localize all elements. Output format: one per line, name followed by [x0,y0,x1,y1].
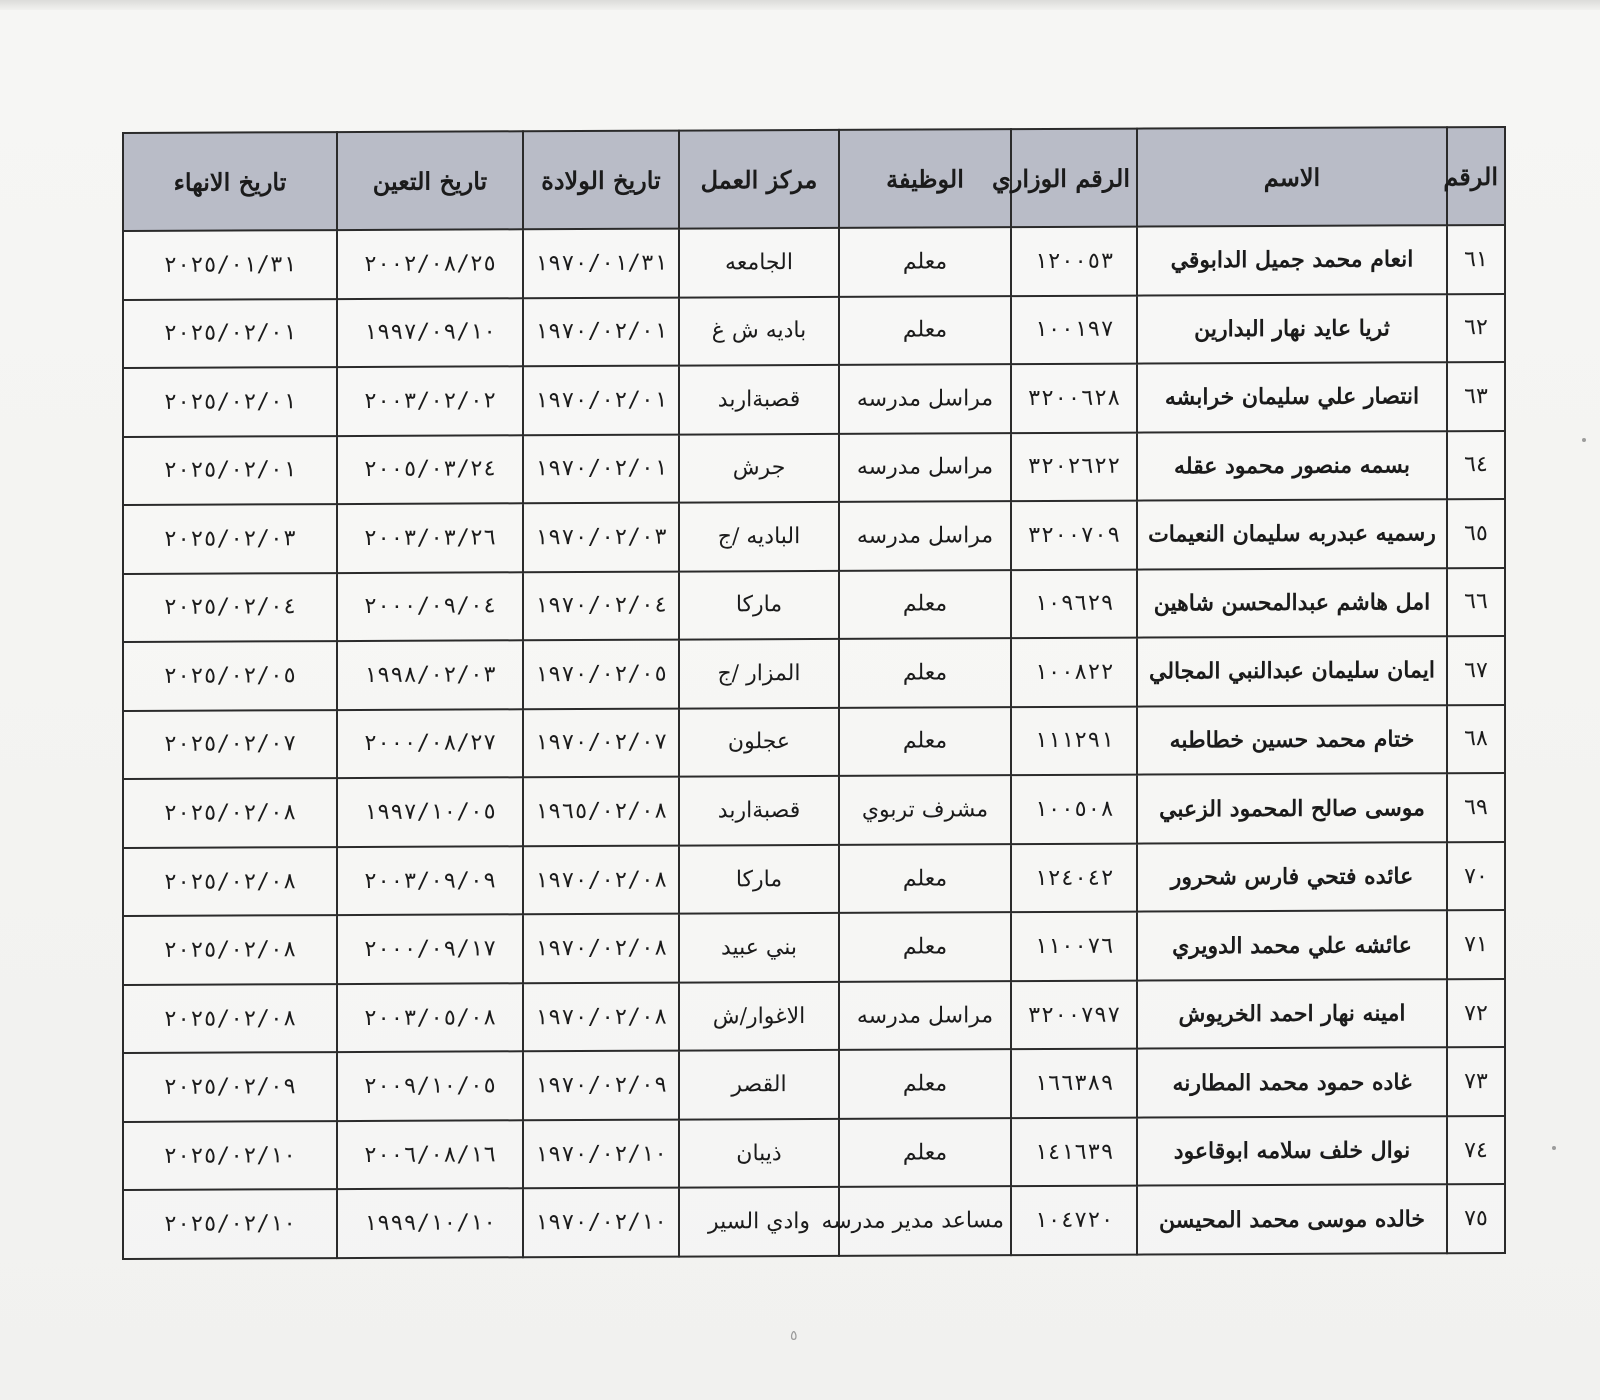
row-end-date: ٢٠٢٥/٠٢/٠١ [123,436,337,505]
table-row [123,910,1505,985]
row-name: نوال خلف سلامه ابوقاعود [1137,1116,1447,1186]
row-appointment-date: ١٩٩٨/٠٢/٠٣ [337,640,523,709]
row-appointment-date: ٢٠٠٦/٠٨/١٦ [337,1120,523,1189]
table-row [123,979,1505,1054]
row-work-center: قصبةاربد [679,365,839,434]
table-row [123,362,1505,437]
table-row [123,773,1505,848]
row-num: ٧٣ [1447,1047,1505,1116]
row-work-center: جرش [679,433,839,502]
row-ministry-id: ١٠٠٥٠٨ [1011,775,1137,844]
row-work-center: باديه ش غ [679,296,839,365]
row-end-date: ٢٠٢٥/٠٢/١٠ [123,1189,337,1258]
row-end-date: ٢٠٢٥/٠٢/٠٨ [123,915,337,984]
row-work-center: الجامعه [679,228,839,297]
row-birth-date: ١٩٧٠/٠٢/٠٩ [523,1051,679,1120]
table-row [123,225,1505,300]
table-row [123,431,1505,506]
header-job: الوظيفة [839,129,1011,228]
row-birth-date: ١٩٧٠/٠٢/٠٣ [523,503,679,572]
row-end-date: ٢٠٢٥/٠٢/٠٨ [123,847,337,916]
row-appointment-date: ٢٠٠٠/٠٨/٢٧ [337,709,523,778]
table-row [123,499,1505,574]
row-birth-date: ١٩٧٠/٠٢/٠١ [523,434,679,503]
row-work-center: ماركا [679,571,839,640]
table-row [123,705,1505,780]
row-appointment-date: ١٩٩٩/١٠/١٠ [337,1189,523,1258]
row-work-center: الاغوار/ش [679,982,839,1051]
row-birth-date: ١٩٧٠/٠٢/٠٨ [523,845,679,914]
row-ministry-id: ١٠٩٦٢٩ [1011,569,1137,638]
row-end-date: ٢٠٢٥/٠٢/٠٣ [123,504,337,573]
row-end-date: ٢٠٢٥/٠١/٣١ [123,230,337,299]
row-work-center: عجلون [679,708,839,777]
row-job: معلم [839,296,1011,365]
row-name: رسميه عبدربه سليمان النعيمات [1137,499,1447,569]
row-num: ٧٠ [1447,842,1505,911]
row-end-date: ٢٠٢٥/٠٢/١٠ [123,1121,337,1190]
row-end-date: ٢٠٢٥/٠٢/٠٥ [123,641,337,710]
row-ministry-id: ١٢٤٠٤٢ [1011,843,1137,912]
row-num: ٦٨ [1447,705,1505,774]
row-job: معلم [839,1049,1011,1118]
row-appointment-date: ٢٠٠٠/٠٩/١٧ [337,915,523,984]
row-name: موسى صالح المحمود الزعبي [1137,773,1447,843]
row-birth-date: ١٩٧٠/٠٢/٠٨ [523,914,679,983]
row-num: ٧٤ [1447,1116,1505,1185]
header-appointment-date: تاريخ التعين [337,131,523,230]
row-ministry-id: ١٠٠١٩٧ [1011,295,1137,364]
row-birth-date: ١٩٧٠/٠٢/٠٨ [523,982,679,1051]
header-num: الرقم [1447,127,1505,225]
row-end-date: ٢٠٢٥/٠٢/٠٨ [123,778,337,847]
row-num: ٧١ [1447,910,1505,979]
row-name: امينه نهار احمد الخريوش [1137,979,1447,1049]
row-end-date: ٢٠٢٥/٠٢/٠٧ [123,710,337,779]
row-job: مشرف تربوي [839,775,1011,844]
row-work-center: المزار /ج [679,639,839,708]
row-ministry-id: ١١١٢٩١ [1011,706,1137,775]
row-num: ٦٥ [1447,499,1505,568]
row-ministry-id: ٣٢٠٠٧٠٩ [1011,501,1137,570]
row-job: معلم [839,227,1011,296]
row-appointment-date: ٢٠٠٣/٠٢/٠٢ [337,366,523,435]
row-num: ٦٤ [1447,431,1505,500]
row-work-center: الباديه /ج [679,502,839,571]
row-appointment-date: ٢٠٠٩/١٠/٠٥ [337,1052,523,1121]
row-ministry-id: ١٠٠٨٢٢ [1011,638,1137,707]
row-job: معلم [839,638,1011,707]
scan-top-edge [0,0,1600,10]
row-num: ٦٩ [1447,773,1505,842]
row-end-date: ٢٠٢٥/٠٢/٠٤ [123,573,337,642]
scan-speck [1552,1146,1556,1150]
row-ministry-id: ٣٢٠٠٧٩٧ [1011,980,1137,1049]
table-row [123,1047,1505,1122]
row-job: مساعد مدير مدرسه [839,1187,1011,1256]
row-work-center: القصر [679,1050,839,1119]
row-work-center: بني عبيد [679,913,839,982]
row-job: مراسل مدرسه [839,981,1011,1050]
header-birth-date: تاريخ الولادة [523,131,679,230]
row-name: عائده فتحي فارس شحرور [1137,842,1447,912]
row-work-center: وادي السير [679,1187,839,1256]
row-num: ٧٢ [1447,979,1505,1048]
row-name: ختام محمد حسين خطاطبه [1137,705,1447,775]
row-job: معلم [839,707,1011,776]
table-row [123,636,1505,711]
row-birth-date: ١٩٧٠/٠٢/٠١ [523,297,679,366]
retirement-list-table [122,126,1506,1260]
table-header-row [123,127,1505,231]
row-job: معلم [839,570,1011,639]
table-row [123,293,1505,368]
row-birth-date: ١٩٧٠/٠٢/١٠ [523,1188,679,1257]
row-name: بسمه منصور محمود عقله [1137,431,1447,501]
row-name: ثريا عايد نهار البدارين [1137,294,1447,364]
row-ministry-id: ١٦٦٣٨٩ [1011,1049,1137,1118]
row-appointment-date: ١٩٩٧/٠٩/١٠ [337,298,523,367]
row-num: ٦٣ [1447,362,1505,431]
row-end-date: ٢٠٢٥/٠٢/٠١ [123,299,337,368]
row-job: مراسل مدرسه [839,501,1011,570]
row-work-center: ذيبان [679,1119,839,1188]
page-number: ٥ [790,1328,798,1344]
row-birth-date: ١٩٦٥/٠٢/٠٨ [523,777,679,846]
row-appointment-date: ٢٠٠٥/٠٣/٢٤ [337,435,523,504]
row-name: انعام محمد جميل الدابوقي [1137,225,1447,295]
row-end-date: ٢٠٢٥/٠٢/٠٨ [123,984,337,1053]
row-ministry-id: ٣٢٠٠٦٢٨ [1011,364,1137,433]
row-appointment-date: ٢٠٠٣/٠٩/٠٩ [337,846,523,915]
row-birth-date: ١٩٧٠/٠١/٣١ [523,229,679,298]
row-num: ٦٢ [1447,293,1505,362]
row-birth-date: ١٩٧٠/٠٢/٠٤ [523,571,679,640]
row-job: معلم [839,1118,1011,1187]
header-ministry-id: الرقم الوزاري [1011,129,1137,228]
row-appointment-date: ٢٠٠٣/٠٥/٠٨ [337,983,523,1052]
table-row [123,1184,1505,1259]
row-num: ٧٥ [1447,1184,1505,1253]
row-birth-date: ١٩٧٠/٠٢/٠٥ [523,640,679,709]
row-end-date: ٢٠٢٥/٠٢/٠١ [123,367,337,436]
row-appointment-date: ١٩٩٧/١٠/٠٥ [337,778,523,847]
row-job: معلم [839,844,1011,913]
row-ministry-id: ١٠٤٧٢٠ [1011,1186,1137,1255]
row-num: ٦٧ [1447,636,1505,705]
table-row [123,568,1505,643]
row-name: غاده حمود محمد المطارنه [1137,1048,1447,1118]
header-end-date: تاريخ الانهاء [123,132,337,231]
table-row [123,1116,1505,1191]
header-work-center: مركز العمل [679,130,839,229]
row-job: معلم [839,912,1011,981]
row-appointment-date: ٢٠٠٢/٠٨/٢٥ [337,229,523,298]
row-job: مراسل مدرسه [839,364,1011,433]
row-ministry-id: ٣٢٠٢٦٢٢ [1011,432,1137,501]
table-row [123,842,1505,917]
row-num: ٦١ [1447,225,1505,294]
row-job: مراسل مدرسه [839,433,1011,502]
row-name: عائشه علي محمد الدويري [1137,911,1447,981]
row-appointment-date: ٢٠٠٠/٠٩/٠٤ [337,572,523,641]
row-work-center: ماركا [679,845,839,914]
row-name: انتصار علي سليمان خرابشه [1137,362,1447,432]
row-ministry-id: ١١٠٠٧٦ [1011,912,1137,981]
row-name: ايمان سليمان عبدالنبي المجالي [1137,636,1447,706]
header-name: الاسم [1137,127,1447,226]
row-ministry-id: ١٤١٦٣٩ [1011,1117,1137,1186]
row-name: خالده موسى محمد المحيسن [1137,1185,1447,1255]
row-end-date: ٢٠٢٥/٠٢/٠٩ [123,1052,337,1121]
row-ministry-id: ١٢٠٠٥٣ [1011,227,1137,296]
row-name: امل هاشم عبدالمحسن شاهين [1137,568,1447,638]
row-num: ٦٦ [1447,568,1505,637]
row-birth-date: ١٩٧٠/٠٢/١٠ [523,1119,679,1188]
row-appointment-date: ٢٠٠٣/٠٣/٢٦ [337,503,523,572]
row-birth-date: ١٩٧٠/٠٢/٠١ [523,366,679,435]
row-work-center: قصبةاربد [679,776,839,845]
scan-speck [1582,438,1586,442]
row-birth-date: ١٩٧٠/٠٢/٠٧ [523,708,679,777]
